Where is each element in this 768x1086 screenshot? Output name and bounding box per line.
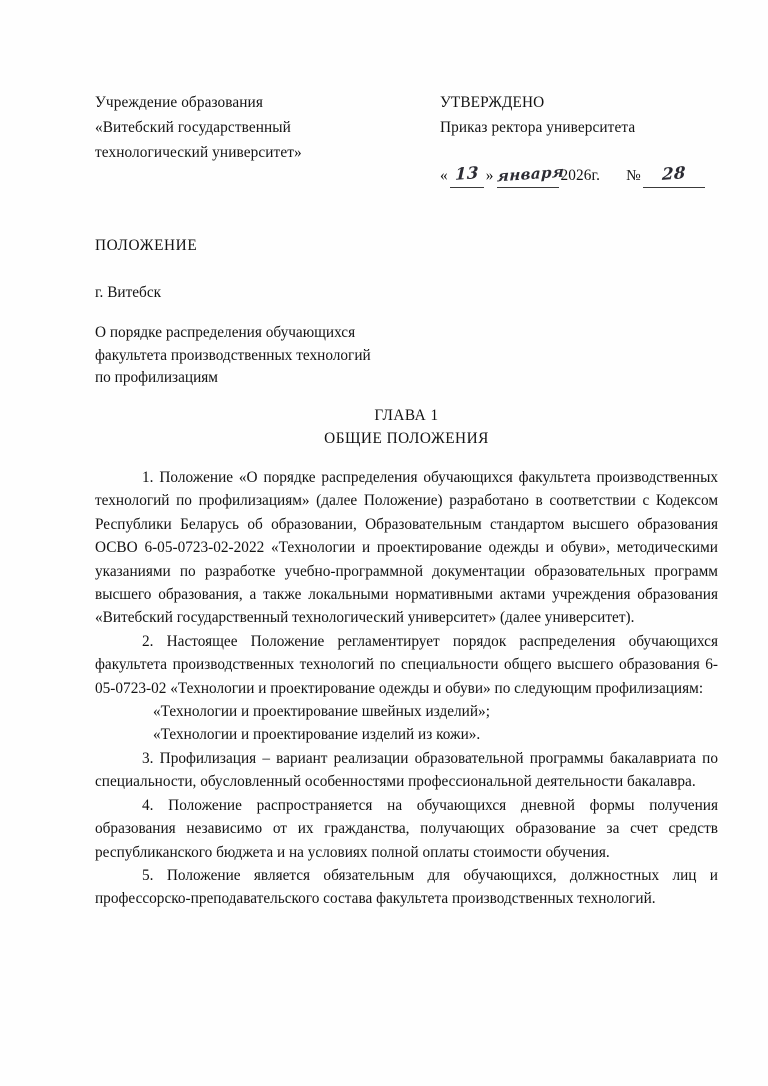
clause-1-text: Положение «О порядке распределения обучающихся факультета производственных технологий по профилизациям» (далее Положение) разработано в соответствии с Кодексом Республики Беларусь об образовании, Образовательным стандартом высшего образования ОСВО 6-05-0723-02-2022 «Технологии и проектирование одежды и обуви», методическими указаниями по разработке учебно-программной документации образовательных программ высшего образования, а также локальными нормативными актами учреждения образования «Витебский государственный технологический университет» (далее университет). [95,469,719,627]
approval-date-line [440,162,718,189]
document-number-handwritten: 28 [661,163,686,184]
clause-3 [95,747,718,794]
chapter-title: ОБЩИЕ ПОЛОЖЕНИЯ [324,430,489,447]
quote-open: « [440,167,448,184]
subject-line-1: О порядке распределения обучающихся [95,324,356,341]
issuing-organization-block [95,90,440,165]
document-body [95,466,718,911]
chapter-number: ГЛАВА 1 [374,407,439,424]
document-subject [95,322,371,390]
clause-1-number: 1. [142,469,154,486]
date-year: 2026г. [560,167,601,184]
document-number-blank [643,161,705,188]
chapter-heading [95,404,718,450]
clause-1 [95,466,718,630]
clause-5-text: Положение является обязательным для обучающихся, должностных лиц и профессорско-преподавательского состава факультета производственных технологий. [95,866,718,908]
subject-line-3: по профилизациям [95,369,218,386]
clause-2 [95,630,718,700]
profilization-item-2: «Технологии и проектирование изделий из кожи». [153,726,481,744]
clause-5 [95,864,718,911]
clause-4 [95,794,718,864]
clause-3-text: Профилизация – вариант реализации образовательной программы бакалавриата по специальности, обусловленный особенностями профессиональной деятельности бакалавра. [95,749,719,791]
date-month-blank [496,162,565,188]
date-month-handwritten: января [496,162,565,186]
clause-2-number: 2. [142,632,154,650]
approval-label: УТВЕРЖДЕНО [440,94,545,111]
date-day-handwritten: 13 [454,163,479,184]
document-header [95,90,718,189]
clause-4-number: 4. [142,796,154,814]
document-city: г. Витебск [95,284,162,301]
approval-source: Приказ ректора университета [440,119,636,136]
clause-4-text: Положение распространяется на обучающихся дневной формы получения образования независимо от их гражданства, получающих образование за счет средств республиканского бюджета и на условиях полной оплаты стоимости обучения. [95,796,718,861]
profilization-item-1: «Технологии и проектирование швейных изделий»; [153,703,490,721]
subject-line-2: факультета производственных технологий [95,346,371,364]
number-sign: № [626,167,641,184]
organization-line-1: Учреждение образования [95,94,263,111]
clause-3-number: 3. [142,749,154,767]
clause-5-number: 5. [142,866,154,884]
document-type-title: ПОЛОЖЕНИЕ [95,237,198,254]
organization-line-3: технологический университет» [95,144,302,161]
date-day-blank [450,161,484,188]
quote-close: » [485,167,494,184]
clause-2-text: Настоящее Положение регламентирует порядок распределения обучающихся факультета производственных технологий по специальности общего высшего образования 6-05-0723-02 «Технологии и проектирование одежды и обуви» по следующим профилизациям: [95,632,718,697]
approval-block [440,90,718,189]
organization-line-2: «Витебский государственный [95,119,291,136]
